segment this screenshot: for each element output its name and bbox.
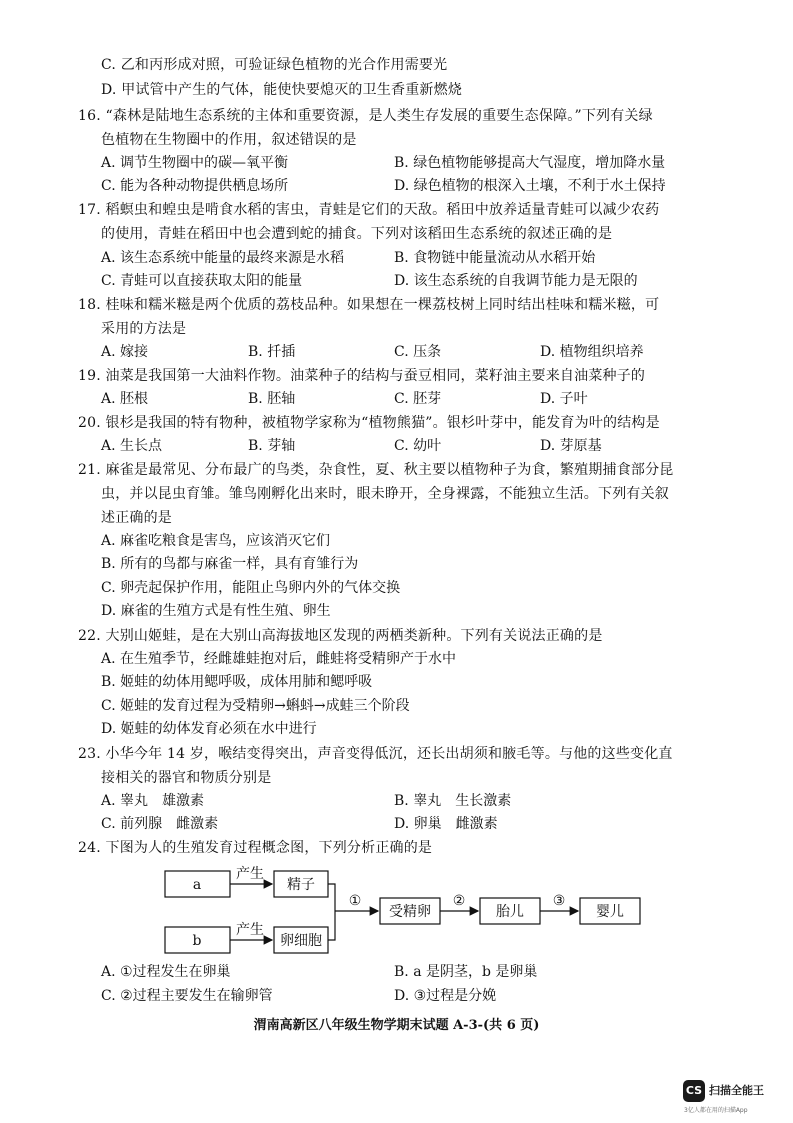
box-b-label: b (192, 933, 202, 949)
sperm-label: 精子 (287, 877, 315, 893)
q18-option-b: B. 扦插 (248, 344, 296, 360)
box-a-label: a (192, 877, 202, 893)
q21-option-c: C. 卵壳起保护作用，能阻止鸟卵内外的气体交换 (101, 580, 401, 596)
q24-stem: 24. 下图为人的生殖发育过程概念图，下列分析正确的是 (78, 840, 433, 856)
zygote-label: 受精卵 (389, 904, 431, 920)
q17-option-b: B. 食物链中能量流动从水稻开始 (394, 250, 596, 266)
q16-stem-line2: 色植物在生物圈中的作用，叙述错误的是 (101, 132, 357, 148)
q24-option-d: D. ③过程是分娩 (394, 988, 497, 1004)
q21-stem-line1: 21. 麻雀是最常见、分布最广的鸟类，杂食性，夏、秋主要以植物种子为食，繁殖期捕食部分昆 (78, 462, 674, 478)
q15-option-d: D. 甲试管中产生的气体，能使快要熄灭的卫生香重新燃烧 (101, 82, 463, 98)
q17-stem-line2: 的使用，青蛙在稻田中也会遭到蛇的捕食。下列对该稻田生态系统的叙述正确的是 (101, 226, 613, 242)
q23-stem-line1: 23. 小华今年 14 岁，喉结变得突出，声音变得低沉，还长出胡须和腋毛等。与他的这些变化直 (78, 746, 673, 762)
scanner-watermark (683, 1078, 793, 1118)
produce-bottom-label: 产生 (236, 922, 264, 938)
q19-stem: 19. 油菜是我国第一大油料作物。油菜种子的结构与蚕豆相同，菜籽油主要来自油菜种子的 (78, 368, 646, 384)
reproduction-process-diagram (150, 858, 650, 958)
q20-option-b: B. 芽轴 (248, 438, 296, 454)
q20-option-c: C. 幼叶 (394, 438, 442, 454)
q24-option-b: B. a 是阴茎，b 是卵巢 (394, 964, 538, 980)
q20-stem: 20. 银杉是我国的特有物种，被植物学家称为“植物熊猫”。银杉叶芽中，能发育为叶的结构是 (78, 415, 660, 431)
q22-option-c: C. 姬蛙的发育过程为受精卵→蝌蚪→成蛙三个阶段 (101, 698, 410, 714)
step3-label: ③ (552, 893, 566, 909)
egg-label: 卵细胞 (280, 933, 322, 949)
q23-stem-line2: 接相关的器官和物质分别是 (101, 770, 272, 786)
q19-option-b: B. 胚轴 (248, 391, 296, 407)
q23-option-b: B. 睾丸 生长激素 (394, 793, 512, 809)
watermark-subtitle: 3亿人都在用的扫描App (684, 1107, 748, 1114)
fetus-label: 胎儿 (496, 904, 524, 920)
q21-option-d: D. 麻雀的生殖方式是有性生殖、卵生 (101, 603, 331, 619)
q16-option-d: D. 绿色植物的根深入土壤，不利于水土保持 (394, 178, 666, 194)
q16-option-c: C. 能为各种动物提供栖息场所 (101, 178, 289, 194)
q18-option-d: D. 植物组织培养 (540, 344, 644, 360)
q17-stem-line1: 17. 稻螟虫和蝗虫是啃食水稻的害虫，青蛙是它们的天敌。稻田中放养适量青蛙可以减少农药 (78, 202, 660, 218)
page-footer: 渭南高新区八年级生物学期末试题 A-3-(共 6 页) (253, 1018, 540, 1033)
q19-option-a: A. 胚根 (101, 391, 149, 407)
q23-option-d: D. 卵巢 雌激素 (394, 816, 498, 832)
q24-option-c: C. ②过程主要发生在输卵管 (101, 988, 273, 1004)
q17-option-a: A. 该生态系统中能量的最终来源是水稻 (101, 250, 345, 266)
q21-option-a: A. 麻雀吃粮食是害鸟，应该消灭它们 (101, 533, 331, 549)
camscanner-icon: CS (683, 1080, 705, 1102)
q15-option-c: C. 乙和丙形成对照，可验证绿色植物的光合作用需要光 (101, 57, 448, 73)
q18-stem-line2: 采用的方法是 (101, 321, 187, 337)
q18-option-a: A. 嫁接 (101, 344, 149, 360)
q20-option-a: A. 生长点 (101, 438, 163, 454)
baby-label: 婴儿 (596, 904, 624, 920)
q24-option-a: A. ①过程发生在卵巢 (101, 964, 231, 980)
q18-stem-line1: 18. 桂味和糯米糍是两个优质的荔枝品种。如果想在一棵荔枝树上同时结出桂味和糯米糍，可 (78, 297, 660, 313)
q16-option-b: B. 绿色植物能够提高大气湿度，增加降水量 (394, 155, 666, 171)
q19-option-c: C. 胚芽 (394, 391, 442, 407)
q22-option-a: A. 在生殖季节，经雌雄蛙抱对后，雌蛙将受精卵产于水中 (101, 651, 457, 667)
produce-top-label: 产生 (236, 866, 264, 882)
q21-option-b: B. 所有的鸟都与麻雀一样，具有育雏行为 (101, 556, 359, 572)
q16-option-a: A. 调节生物圈中的碳—氧平衡 (101, 155, 289, 171)
q22-option-b: B. 姬蛙的幼体用鳃呼吸，成体用肺和鳃呼吸 (101, 674, 373, 690)
watermark-name: 扫描全能王 (709, 1084, 764, 1097)
q22-stem: 22. 大别山姬蛙，是在大别山高海拔地区发现的两栖类新种。下列有关说法正确的是 (78, 628, 603, 644)
step2-label: ② (452, 893, 466, 909)
q20-option-d: D. 芽原基 (540, 438, 602, 454)
q17-option-c: C. 青蛙可以直接获取太阳的能量 (101, 273, 303, 289)
step1-label: ① (348, 893, 362, 909)
q17-option-d: D. 该生态系统的自我调节能力是无限的 (394, 273, 638, 289)
q23-option-c: C. 前列腺 雌激素 (101, 816, 219, 832)
q19-option-d: D. 子叶 (540, 391, 588, 407)
q22-option-d: D. 姬蛙的幼体发育必须在水中进行 (101, 721, 317, 737)
q21-stem-line3: 述正确的是 (101, 510, 172, 526)
q23-option-a: A. 睾丸 雄激素 (101, 793, 205, 809)
q18-option-c: C. 压条 (394, 344, 442, 360)
q16-stem-line1: 16. “森林是陆地生态系统的主体和重要资源，是人类生存发展的重要生态保障。”下列有关绿 (78, 108, 653, 124)
q21-stem-line2: 虫，并以昆虫育雏。雏鸟刚孵化出来时，眼未睁开，全身裸露，不能独立生活。下列有关叙 (101, 486, 669, 502)
